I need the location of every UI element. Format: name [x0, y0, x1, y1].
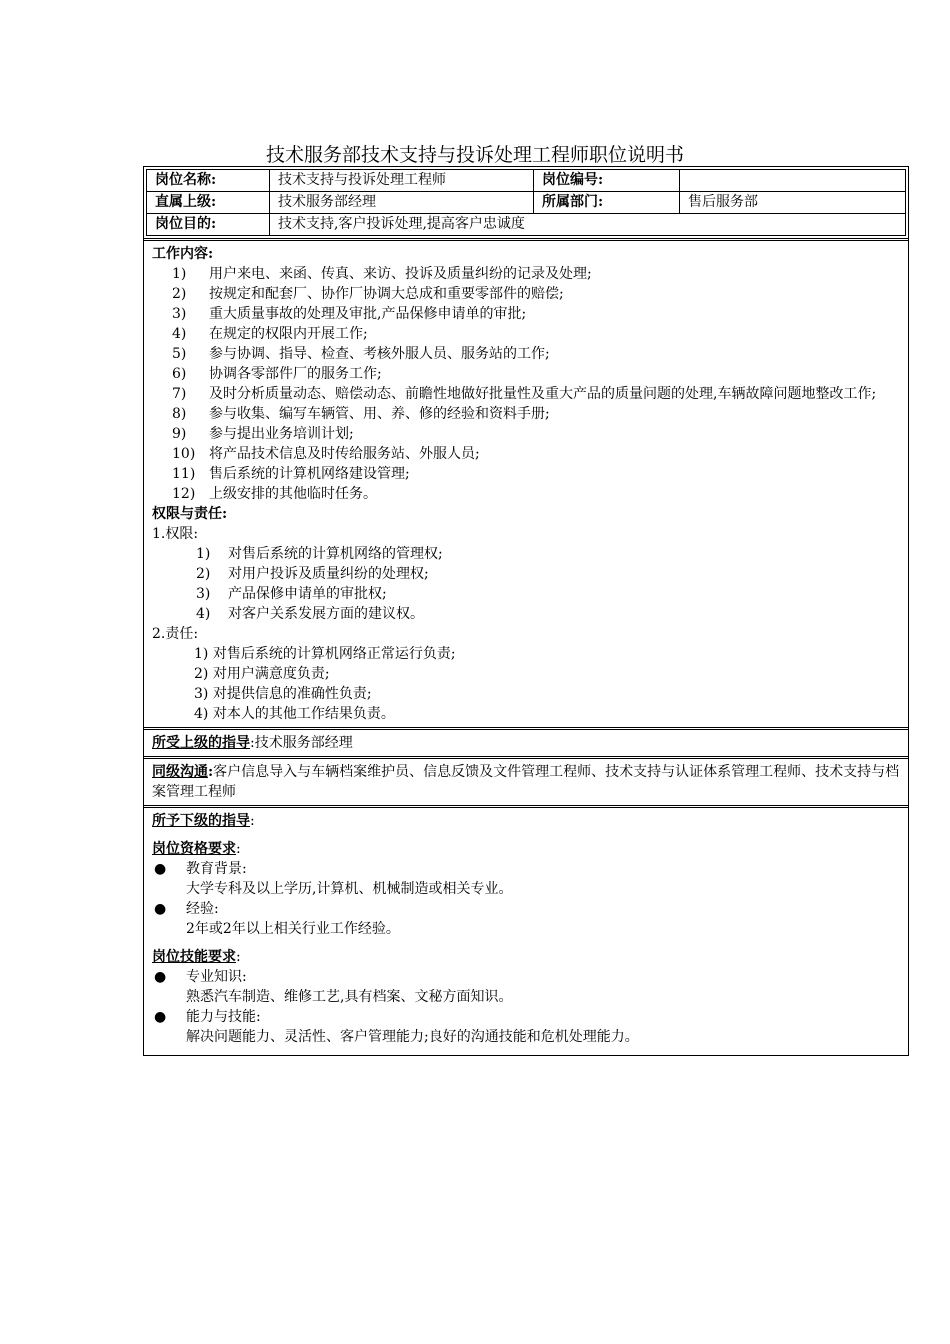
list-item [152, 364, 900, 384]
header-table [146, 169, 906, 236]
item-text: 参与协调、指导、检查、考核外服人员、服务站的工作; [209, 346, 550, 362]
post-no-label: 岗位编号: [534, 170, 680, 191]
duty-label: 2.责任: [152, 626, 199, 642]
list-item [152, 584, 900, 604]
item-text: 参与收集、编写车辆管、用、养、修的经验和资料手册; [209, 406, 550, 422]
colon: : [236, 949, 241, 965]
item-number: 11) [172, 466, 196, 482]
list-item [152, 384, 900, 404]
item-number: 10) [172, 446, 196, 462]
ability-value: 解决问题能力、灵活性、客户管理能力;良好的沟通技能和危机处理能力。 [186, 1029, 639, 1045]
item-text: 在规定的权限内开展工作; [209, 326, 368, 342]
item-number: 9) [172, 426, 187, 442]
authority-heading: 权限与责任: [152, 506, 228, 522]
list-item: 1) 对售后系统的计算机网络正常运行负责; [194, 646, 456, 662]
job-description-table [143, 166, 909, 1056]
document-title: 技术服务部技术支持与投诉处理工程师职位说明书 [265, 144, 684, 166]
list-item: 4) 对本人的其他工作结果负责。 [194, 706, 395, 722]
rights-list [152, 544, 900, 624]
bullet-icon: ● [154, 969, 167, 985]
item-text: 产品保修申请单的审批权; [228, 586, 387, 602]
list-item [152, 564, 900, 584]
superior-value: 技术服务部经理 [270, 192, 534, 213]
item-text: 上级安排的其他临时任务。 [209, 486, 377, 502]
post-name-label: 岗位名称: [147, 170, 270, 191]
dept-label: 所属部门: [534, 192, 680, 213]
post-name-value: 技术支持与投诉处理工程师 [270, 170, 534, 191]
list-item [152, 484, 900, 504]
list-item [152, 604, 900, 624]
colon: : [208, 764, 214, 780]
item-text: 及时分析质量动态、赔偿动态、前瞻性地做好批量性及重大产品的质量问题的处理,车辆故障问题地整改工作; [209, 386, 877, 402]
colon: : [250, 813, 255, 829]
guidance-from-section [144, 727, 908, 756]
item-text: 参与提出业务培训计划; [209, 426, 354, 442]
header-row-1 [147, 170, 905, 192]
bullet-icon: ● [154, 861, 167, 877]
item-text: 对客户关系发展方面的建议权。 [228, 606, 424, 622]
item-number: 2) [196, 566, 211, 582]
guidance-from-value: 技术服务部经理 [254, 735, 353, 751]
item-number: 1) [172, 266, 187, 282]
exp-value: 2年或2年以上相关行业工作经验。 [186, 921, 400, 937]
item-text: 用户来电、来函、传真、来访、投诉及质量纠纷的记录及处理; [209, 266, 592, 282]
list-item [152, 304, 900, 324]
knowledge-label: 专业知识: [186, 969, 247, 985]
qualification-section [144, 805, 908, 1055]
item-text: 对售后系统的计算机网络的管理权; [228, 546, 443, 562]
header-row-2 [147, 192, 905, 214]
skills-heading: 岗位技能要求 [152, 949, 236, 965]
list-item [152, 404, 900, 424]
item-text: 重大质量事故的处理及审批,产品保修申请单的审批; [209, 306, 527, 322]
guidance-to-label: 所予下级的指导 [152, 813, 250, 829]
item-number: 7) [172, 386, 187, 402]
bullet-icon: ● [154, 901, 167, 917]
qualification-heading: 岗位资格要求 [152, 841, 236, 857]
duty-list [152, 644, 900, 724]
list-item: 3) 对提供信息的准确性负责; [194, 686, 372, 702]
colon: : [236, 841, 241, 857]
peer-value: 客户信息导入与车辆档案维护员、信息反馈及文件管理工程师、技术支持与认证体系管理工程师、技术支持与档案管理工程师 [152, 764, 900, 800]
item-number: 5) [172, 346, 187, 362]
item-text: 将产品技术信息及时传给服务站、外服人员; [209, 446, 480, 462]
bullet-icon: ● [154, 1009, 167, 1025]
exp-label: 经验: [186, 901, 219, 917]
peer-label: 同级沟通 [152, 764, 208, 780]
work-section [144, 238, 908, 727]
item-text: 按规定和配套厂、协作厂协调大总成和重要零部件的赔偿; [209, 286, 564, 302]
item-number: 2) [172, 286, 187, 302]
item-text: 售后系统的计算机网络建设管理; [209, 466, 410, 482]
guidance-from-label: 所受上级的指导 [152, 735, 250, 751]
list-item [152, 1007, 900, 1027]
list-item: 2) 对用户满意度负责; [194, 666, 330, 682]
post-no-value [680, 170, 905, 191]
peer-section [144, 756, 908, 805]
colon: : [250, 735, 255, 751]
work-list [152, 264, 900, 504]
list-item [152, 424, 900, 444]
work-heading: 工作内容: [152, 246, 214, 262]
list-item [152, 324, 900, 344]
item-number: 12) [172, 486, 196, 502]
list-item [152, 444, 900, 464]
item-number: 1) [196, 546, 211, 562]
list-item [152, 859, 900, 879]
edu-value: 大学专科及以上学历,计算机、机械制造或相关专业。 [186, 881, 513, 897]
item-text: 协调各零部件厂的服务工作; [209, 366, 382, 382]
item-number: 3) [172, 306, 187, 322]
list-item [152, 967, 900, 987]
item-number: 8) [172, 406, 187, 422]
item-number: 3) [196, 586, 211, 602]
rights-label: 1.权限: [152, 526, 199, 542]
item-number: 4) [196, 606, 211, 622]
ability-label: 能力与技能: [186, 1009, 261, 1025]
edu-label: 教育背景: [186, 861, 247, 877]
list-item [152, 344, 900, 364]
item-number: 4) [172, 326, 187, 342]
list-item [152, 264, 900, 284]
knowledge-value: 熟悉汽车制造、维修工艺,具有档案、文秘方面知识。 [186, 989, 513, 1005]
purpose-label: 岗位目的: [147, 214, 270, 235]
purpose-value: 技术支持,客户投诉处理,提高客户忠诚度 [278, 216, 525, 232]
header-row-3 [147, 214, 905, 235]
item-number: 6) [172, 366, 187, 382]
list-item [152, 899, 900, 919]
dept-value: 售后服务部 [688, 194, 758, 210]
list-item [152, 284, 900, 304]
list-item [152, 544, 900, 564]
superior-label: 直属上级: [147, 192, 270, 213]
list-item [152, 464, 900, 484]
item-text: 对用户投诉及质量纠纷的处理权; [228, 566, 429, 582]
